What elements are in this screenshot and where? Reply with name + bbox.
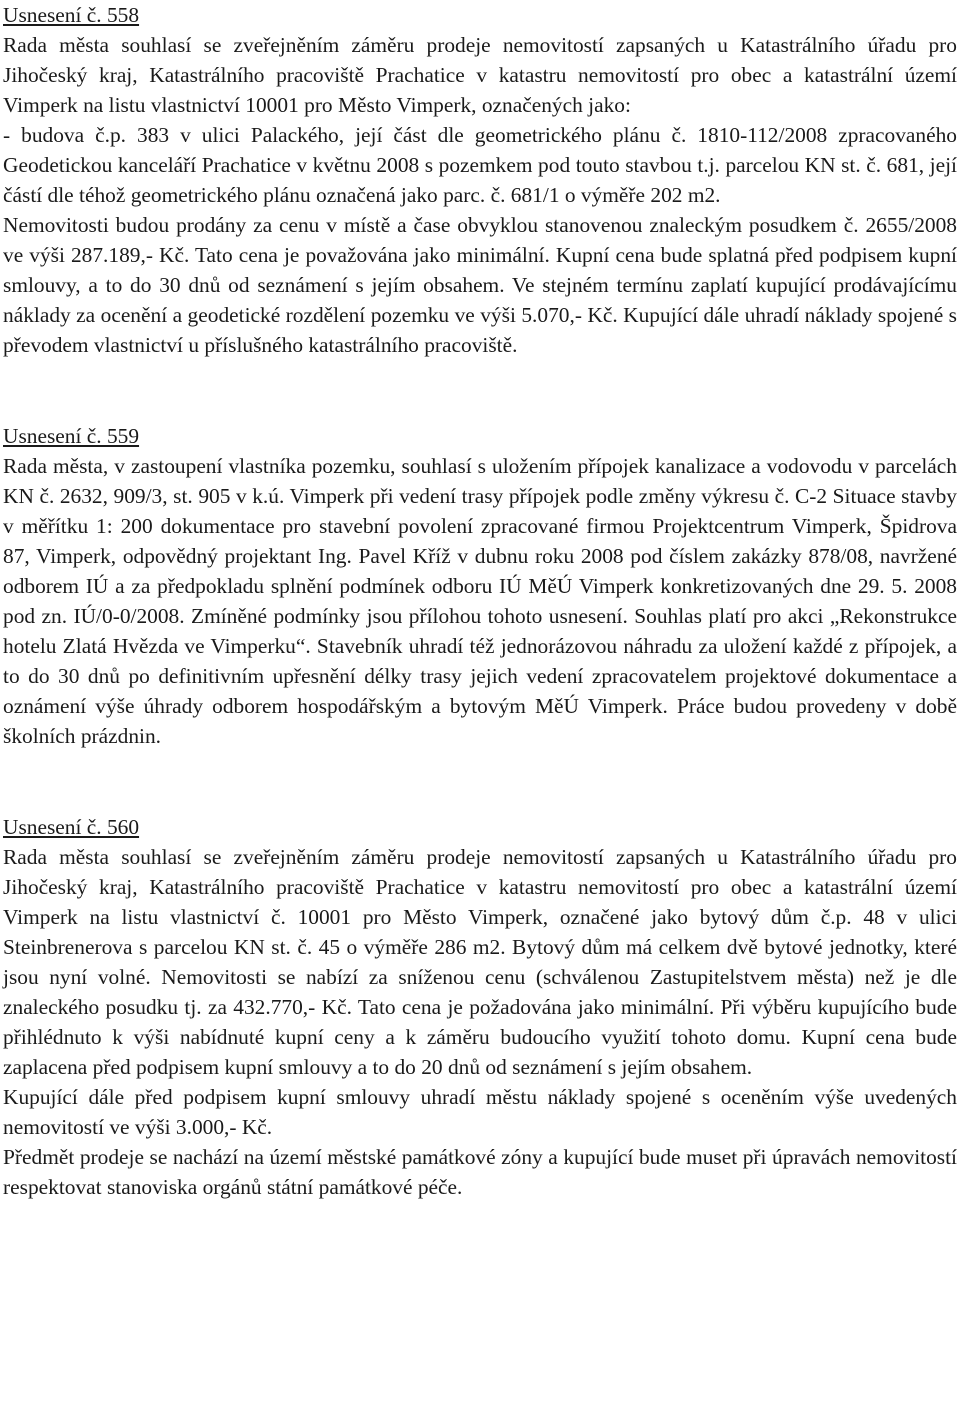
resolution-paragraph: Rada města souhlasí se zveřejněním záměru prodeje nemovitostí zapsaných u Katastrálního úřadu pro Jihočeský kraj, Katastrálního pracoviště Prachatice v katastru nemovitostí pro obec a katastrální území Vimperk na listu vlastnictví 10001 pro Město Vimperk, označených jako: <box>3 33 957 117</box>
document-page <box>3 0 957 1202</box>
resolution-paragraph: Nemovitosti budou prodány za cenu v místě a čase obvyklou stanovenou znaleckým posudkem č. 2655/2008 ve výši 287.189,- Kč. Tato cena je považována jako minimální. Kupní cena bude splatná před podpisem kupní smlouvy, a to do 30 dnů od seznámení s jejím obsahem. Ve stejném termínu zaplatí kupující prodávajícímu náklady za ocenění a geodetické rozdělení pozemku ve výši 5.070,- Kč. Kupující dále uhradí náklady spojené s převodem vlastnictví u příslušného katastrálního pracoviště. <box>3 213 957 357</box>
resolution-paragraph: Předmět prodeje se nachází na území městské památkové zóny a kupující bude muset při úpravách nemovitostí respektovat stanoviska orgánů státní památkové péče. <box>3 1145 957 1199</box>
resolution-paragraph: Kupující dále před podpisem kupní smlouvy uhradí městu náklady spojené s oceněním výše uvedených nemovitostí ve výši 3.000,- Kč. <box>3 1085 957 1139</box>
resolution-heading: Usnesení č. 558 <box>3 3 140 27</box>
resolution-paragraph: Rada města souhlasí se zveřejněním záměru prodeje nemovitostí zapsaných u Katastrálního úřadu pro Jihočeský kraj, Katastrálního pracoviště Prachatice v katastru nemovitostí pro obec a katastrální území Vimperk na listu vlastnictví č. 10001 pro Město Vimperk, označené jako bytový dům č.p. 48 v ulici Steinbrenerova s parcelou KN st. č. 45 o výměře 286 m2. Bytový dům má celkem dvě bytové jednotky, které jsou nyní volné. Nemovitosti se nabízí za sníženou cenu (schválenou Zastupitelstvem města) než je dle znaleckého posudku tj. za 432.770,- Kč. Tato cena je požadována jako minimální. Při výběru kupujícího bude přihlédnuto k výši nabídnuté kupní ceny a k záměru budoucího využití tohoto domu. Kupní cena bude zaplacena před podpisem kupní smlouvy a to do 20 dnů od seznámení s jejím obsahem. <box>3 845 957 1079</box>
resolution-559 <box>3 421 957 751</box>
resolution-558 <box>3 0 957 360</box>
section-spacer <box>3 360 957 421</box>
resolution-heading: Usnesení č. 559 <box>3 424 140 448</box>
resolution-paragraph: Rada města, v zastoupení vlastníka pozemku, souhlasí s uložením přípojek kanalizace a vodovodu v parcelách KN č. 2632, 909/3, st. 905 v k.ú. Vimperk při vedení trasy přípojek podle změny výkresu č. C-2 Situace stavby v měřítku 1: 200 dokumentace pro stavební povolení zpracované firmou Projektcentrum Vimperk, Špidrova 87, Vimperk, odpovědný projektant Ing. Pavel Kříž v dubnu roku 2008 pod číslem zakázky 878/08, navržené odborem IÚ a za předpokladu splnění podmínek odboru IÚ MěÚ Vimperk konkretizovaných dne 29. 5. 2008 pod zn. IÚ/0-0/2008. Zmíněné podmínky jsou přílohou tohoto usnesení. Souhlas platí pro akci „Rekonstrukce hotelu Zlatá Hvězda ve Vimperku“. Stavebník uhradí též jednorázovou náhradu za uložení každé z přípojek, a to do 30 dnů po definitivním upřesnění délky trasy jejich vedení zpracovatelem projektové dokumentace a oznámení výše úhrady odborem hospodářským a bytovým MěÚ Vimperk. Práce budou provedeny v době školních prázdnin. <box>3 454 957 748</box>
resolution-560 <box>3 812 957 1202</box>
resolution-heading: Usnesení č. 560 <box>3 815 140 839</box>
resolution-paragraph: - budova č.p. 383 v ulici Palackého, její část dle geometrického plánu č. 1810-112/2008 zpracovaného Geodetickou kanceláří Prachatice v květnu 2008 s pozemkem pod touto stavbou t.j. parcelou KN st. č. 681, její částí dle téhož geometrického plánu označená jako parc. č. 681/1 o výměře 202 m2. <box>3 123 957 207</box>
section-spacer <box>3 751 957 812</box>
